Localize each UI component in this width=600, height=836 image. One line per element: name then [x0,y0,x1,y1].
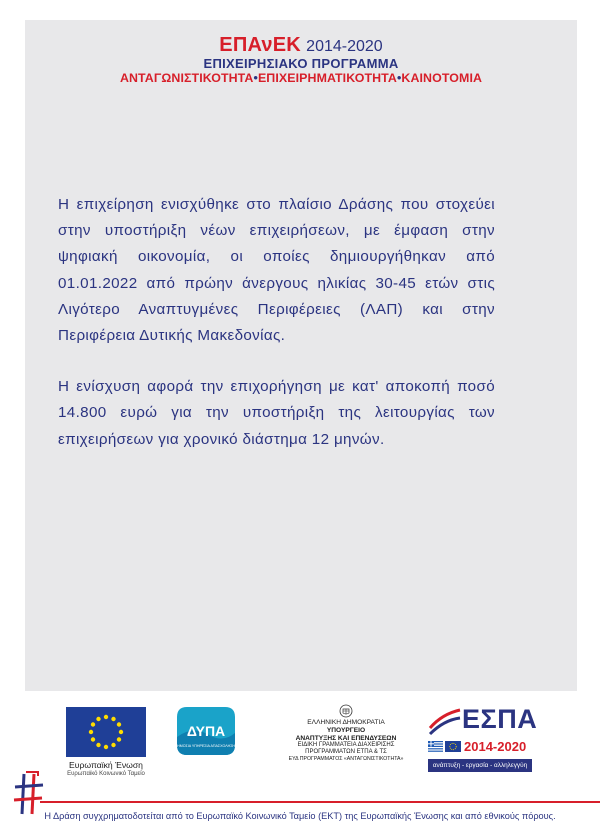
program-brand: ΕΠΑνΕΚ [219,34,301,56]
pillar-innovation: ΚΑΙΝΟΤΟΜΙΑ [401,71,483,85]
body-text [58,192,495,453]
program-subtitle: ΕΠΙΧΕΙΡΗΣΙΑΚΟ ΠΡΟΓΡΑΜΜΑ [203,56,399,71]
espa-logo [428,704,538,772]
hashtag-logo [12,770,46,816]
dypa-caption: ΔΗΜΟΣΙΑ ΥΠΗΡΕΣΙΑ ΑΠΑΣΧΟΛΗΣΗΣ [174,744,238,748]
pillar-entrepreneurship: ΕΠΙΧΕΙΡΗΜΑΤΙΚΟΤΗΤΑ [257,71,397,85]
body-paragraph-1: Η επιχείρηση ενισχύθηκε στο πλαίσιο Δράσης που στοχεύει στην υποστήριξη νέων επιχειρήσεων, με έμφαση στην ψηφιακή οικονομία, οι οποίες δημιουργήθηκαν από 01.01.2022 από πρώην άνεργους ηλικίας 30-45 ετών στις Λιγότερο Αναπτυγμένες Περιφέρειες (ΛΑΠ) και στην Περιφέρεια Δυτικής Μακεδονίας. [58,196,495,345]
eu-name: Ευρωπαϊκή Ένωση [69,760,143,770]
pillar-separator: • [396,71,402,85]
greek-flag-icon [428,741,443,752]
eu-flag-icon [66,707,146,757]
dypa-wordmark: ΔΥΠΑ [186,723,226,739]
ministry-programmes: ΠΡΟΓΡΑΜΜΑΤΩΝ ΕΤΠΑ & ΤΣ [305,749,387,755]
ministry-name: ΑΝΑΠΤΥΞΗΣ ΚΑΙ ΕΠΕΝΔΥΣΕΩΝ [295,734,397,742]
ministry-authority: ΕΥΔ ΠΡΟΓΡΑΜΜΑΤΟΣ «ΑΝΤΑΓΩΝΙΣΤΙΚΟΤΗΤΑ» [288,756,404,762]
footer-rule [40,801,600,803]
pillar-separator: • [253,71,258,85]
funding-footnote: Η Δράση συγχρηματοδοτείται από το Ευρωπαϊκό Κοινωνικό Ταμείο (ΕΚΤ) της Ευρωπαϊκής Ένωσης και από εθνικούς πόρους. [44,811,556,821]
eu-fund: Ευρωπαϊκό Κοινωνικό Ταμείο [67,771,145,777]
espa-stars-icon [428,706,462,738]
dypa-logo [173,703,239,759]
pillar-competitiveness: ΑΝΤΑΓΩΝΙΣΤΙΚΟΤΗΤΑ [119,71,254,85]
eu-logo [66,707,146,776]
body-paragraph-2: Η ενίσχυση αφορά την επιχορήγηση με κατ' αποκοπή ποσό 14.800 ευρώ για την υποστήριξη της λειτουργίας των επιχειρήσεων για χρονικό διάστημα 12 μηνών. [58,378,495,448]
espa-slogan: ανάπτυξη - εργασία - αλληλεγγύη [428,759,532,772]
program-years: 2014-2020 [306,38,383,55]
logo-strip [0,701,600,781]
greek-seal-icon [339,704,353,718]
header-title-line [25,35,577,57]
espa-title: ΕΣΠΑ [462,704,538,734]
program-pillars [25,71,577,86]
program-header [25,35,577,86]
ministry-republic: ΕΛΛΗΝΙΚΗ ΔΗΜΟΚΡΑΤΙΑ [307,719,385,726]
ministry-secretariat: ΕΙΔΙΚΗ ΓΡΑΜΜΑΤΕΙΑ ΔΙΑΧΕΙΡΙΣΗΣ [297,742,395,748]
espa-years: 2014-2020 [464,739,527,754]
eu-mini-flag-icon [445,741,461,752]
ministry-label: ΥΠΟΥΡΓΕΙΟ [326,727,366,734]
ministry-logo [281,704,411,763]
